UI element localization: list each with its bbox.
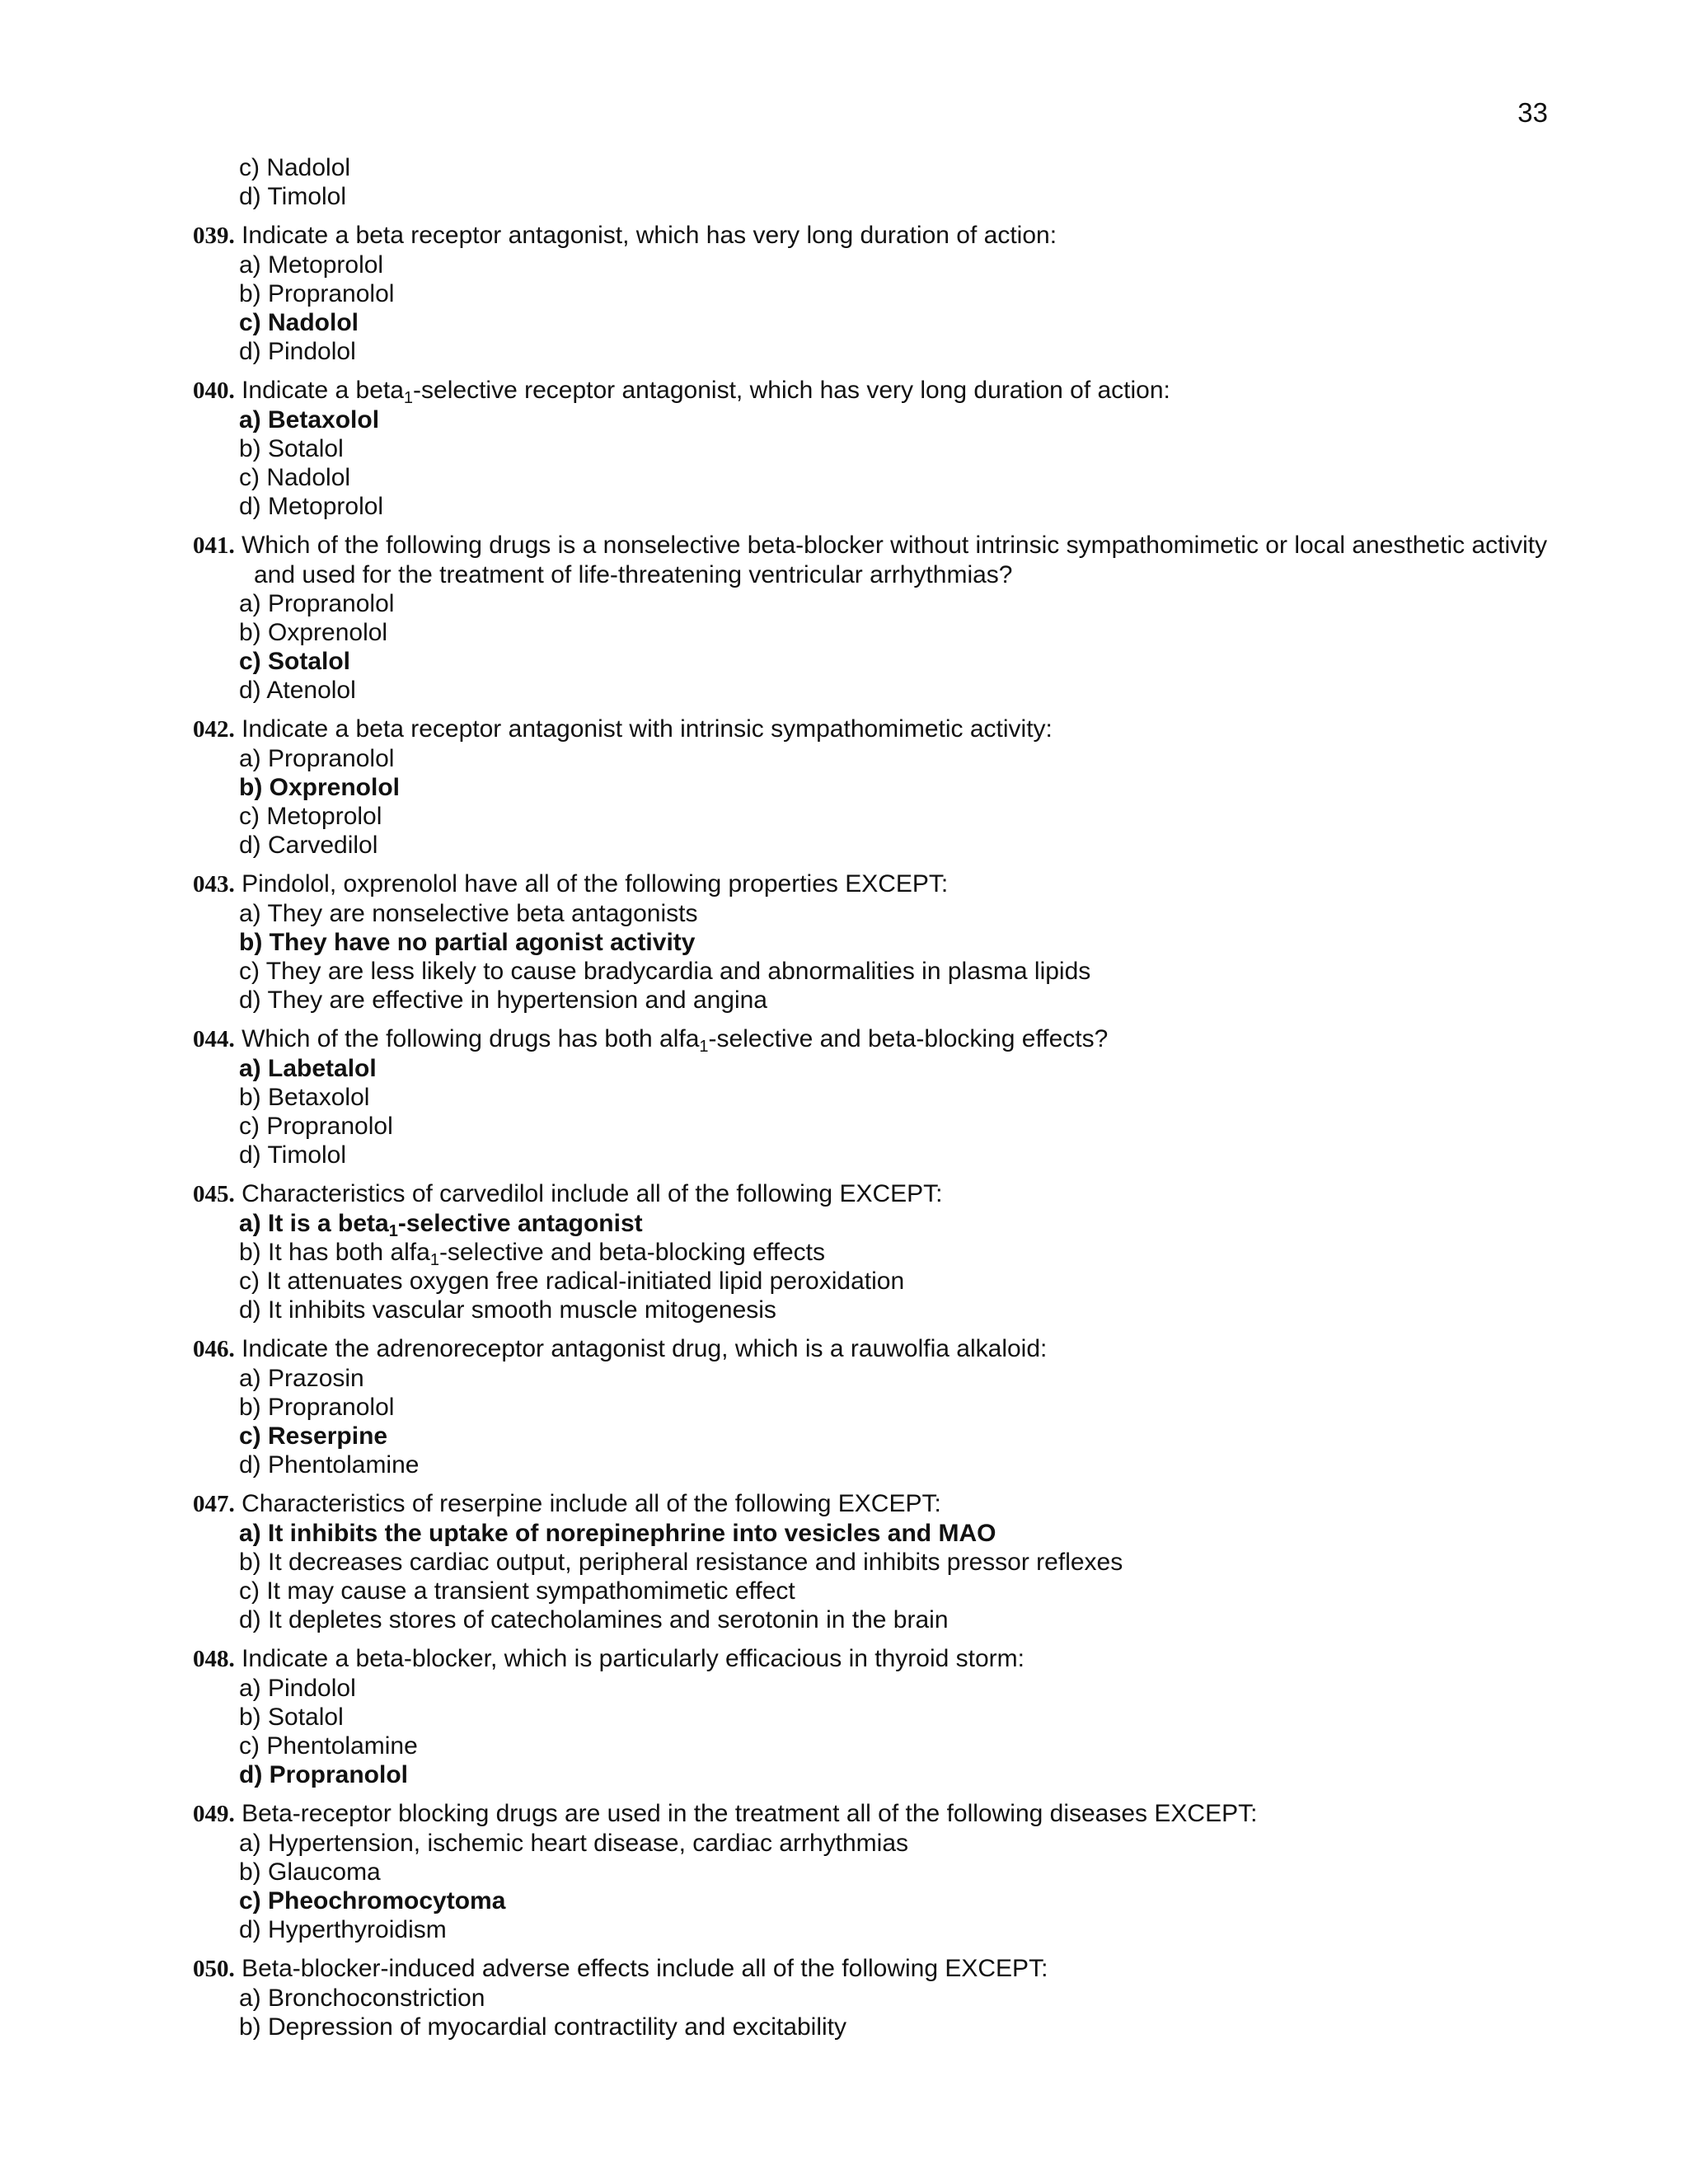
question-number: 045.	[193, 1181, 235, 1207]
option: b) Betaxolol	[239, 1084, 370, 1111]
question-number: 042.	[193, 716, 235, 743]
answer-options	[193, 1984, 1561, 2041]
option: a) Bronchoconstriction	[239, 1985, 485, 2012]
option: c) Phentolamine	[239, 1732, 418, 1760]
answer-options	[193, 1209, 1561, 1324]
correct-option: c) Sotalol	[239, 648, 351, 675]
question-prompt: Beta-blocker-induced adverse effects include all of the following EXCEPT:	[241, 1955, 1048, 1982]
question-043	[193, 869, 1561, 1015]
questions-container	[193, 221, 1561, 2041]
question-prompt: Indicate a beta receptor antagonist with intrinsic sympathomimetic activity:	[241, 715, 1053, 743]
option: d) Metoprolol	[239, 493, 384, 520]
question-number: 044.	[193, 1026, 235, 1052]
answer-options	[193, 589, 1561, 705]
option: d) It depletes stores of catecholamines and serotonin in the brain	[239, 1606, 949, 1633]
page-number: 33	[1517, 97, 1548, 128]
option: c) They are less likely to cause bradycardia and abnormalities in plasma lipids	[239, 958, 1091, 985]
option: d) Pindolol	[239, 338, 356, 365]
option: a) Propranolol	[239, 590, 395, 617]
continued-options	[193, 153, 1561, 211]
question-text	[193, 1334, 1561, 1364]
correct-option: b) Oxprenolol	[239, 774, 400, 801]
option: d) Timolol	[239, 183, 347, 210]
question-045	[193, 1179, 1561, 1324]
option: b) Sotalol	[239, 1704, 344, 1731]
question-prompt: Indicate a beta$_1$-selective receptor antagonist, which has very long duration of action:	[241, 377, 1170, 407]
question-039	[193, 221, 1561, 366]
option: b) Oxprenolol	[239, 619, 388, 646]
question-prompt: Beta-receptor blocking drugs are used in the treatment all of the following diseases EXCEPT:	[241, 1800, 1258, 1827]
question-number: 048.	[193, 1646, 235, 1672]
answer-options	[193, 1054, 1561, 1169]
correct-option: b) They have no partial agonist activity	[239, 929, 696, 956]
question-041	[193, 531, 1561, 705]
question-text	[193, 531, 1561, 589]
question-046	[193, 1334, 1561, 1479]
question-048	[193, 1644, 1561, 1789]
option: a) Pindolol	[239, 1675, 356, 1702]
question-prompt: Which of the following drugs has both alfa$_1$-selective and beta-blocking effects?	[241, 1025, 1109, 1056]
question-text	[193, 221, 1561, 251]
question-text	[193, 1024, 1561, 1054]
question-050	[193, 1954, 1561, 2041]
question-list	[193, 153, 1561, 2041]
correct-option: a) It is a beta$_1$-selective antagonist	[239, 1210, 643, 1240]
answer-options	[193, 405, 1561, 521]
correct-option: c) Reserpine	[239, 1422, 388, 1450]
question-number: 043.	[193, 871, 235, 898]
option: b) Glaucoma	[239, 1858, 381, 1886]
question-prompt: Characteristics of reserpine include all of the following EXCEPT:	[241, 1490, 941, 1517]
question-number: 049.	[193, 1801, 235, 1827]
option: a) Prazosin	[239, 1365, 364, 1392]
question-049	[193, 1799, 1561, 1944]
option: c) Nadolol	[239, 464, 351, 491]
correct-option: a) Labetalol	[239, 1055, 377, 1082]
question-prompt: Pindolol, oxprenolol have all of the following properties EXCEPT:	[241, 870, 949, 898]
option: b) Propranolol	[239, 1394, 395, 1421]
option: c) Propranolol	[239, 1113, 393, 1140]
correct-option: d) Propranolol	[239, 1761, 408, 1788]
option: b) Propranolol	[239, 280, 395, 307]
answer-options	[193, 899, 1561, 1015]
answer-options	[193, 251, 1561, 366]
option: b) It decreases cardiac output, peripheral resistance and inhibits pressor reflexes	[239, 1549, 1123, 1576]
question-text	[193, 1644, 1561, 1674]
answer-options	[193, 1519, 1561, 1634]
option: d) They are effective in hypertension and angina	[239, 987, 767, 1014]
question-number: 047.	[193, 1491, 235, 1517]
question-number: 050.	[193, 1956, 235, 1982]
question-text	[193, 715, 1561, 744]
option: a) Metoprolol	[239, 251, 384, 279]
question-number: 046.	[193, 1336, 235, 1362]
question-number: 039.	[193, 223, 235, 249]
option: d) It inhibits vascular smooth muscle mitogenesis	[239, 1296, 776, 1324]
answer-options	[193, 744, 1561, 860]
question-040	[193, 376, 1561, 521]
option: d) Timolol	[239, 1141, 347, 1169]
option: c) It may cause a transient sympathomimetic effect	[239, 1577, 795, 1605]
question-text	[193, 1799, 1561, 1829]
answer-options	[193, 1829, 1561, 1944]
question-number: 040.	[193, 377, 235, 404]
question-text	[193, 1489, 1561, 1519]
question-042	[193, 715, 1561, 860]
option: d) Atenolol	[239, 677, 356, 704]
option: c) Metoprolol	[239, 803, 382, 830]
question-text	[193, 1179, 1561, 1209]
question-prompt: Indicate the adrenoreceptor antagonist drug, which is a rauwolfia alkaloid:	[241, 1335, 1048, 1362]
question-prompt: Indicate a beta-blocker, which is particularly efficacious in thyroid storm:	[241, 1645, 1025, 1672]
option: d) Hyperthyroidism	[239, 1916, 447, 1943]
correct-option: c) Pheochromocytoma	[239, 1887, 506, 1915]
question-text	[193, 1954, 1561, 1984]
correct-option: a) Betaxolol	[239, 406, 380, 434]
option: a) Propranolol	[239, 745, 395, 772]
option: b) Depression of myocardial contractility and excitability	[239, 2013, 846, 2041]
option: d) Carvedilol	[239, 832, 378, 859]
option: c) It attenuates oxygen free radical-initiated lipid peroxidation	[239, 1268, 905, 1295]
question-text	[193, 376, 1561, 405]
question-text	[193, 869, 1561, 899]
answer-options	[193, 1364, 1561, 1479]
option: b) It has both alfa$_1$-selective and beta-blocking effects	[239, 1239, 825, 1269]
question-prompt: Characteristics of carvedilol include all of the following EXCEPT:	[241, 1180, 943, 1207]
option: a) Hypertension, ischemic heart disease, cardiac arrhythmias	[239, 1830, 909, 1857]
option: b) Sotalol	[239, 435, 344, 462]
question-prompt: Which of the following drugs is a nonselective beta-blocker without intrinsic sympathomimetic or local anesthetic activity and used for the treatment of life-threatening ventricular arrhythmias?	[241, 532, 1548, 588]
option: d) Phentolamine	[239, 1451, 420, 1479]
question-number: 041.	[193, 532, 235, 559]
question-prompt: Indicate a beta receptor antagonist, which has very long duration of action:	[241, 222, 1057, 249]
question-047	[193, 1489, 1561, 1634]
correct-option: a) It inhibits the uptake of norepinephrine into vesicles and MAO	[239, 1520, 996, 1547]
correct-option: c) Nadolol	[239, 309, 359, 336]
option: c) Nadolol	[239, 154, 351, 181]
answer-options	[193, 1674, 1561, 1789]
option: a) They are nonselective beta antagonists	[239, 900, 698, 927]
question-044	[193, 1024, 1561, 1169]
